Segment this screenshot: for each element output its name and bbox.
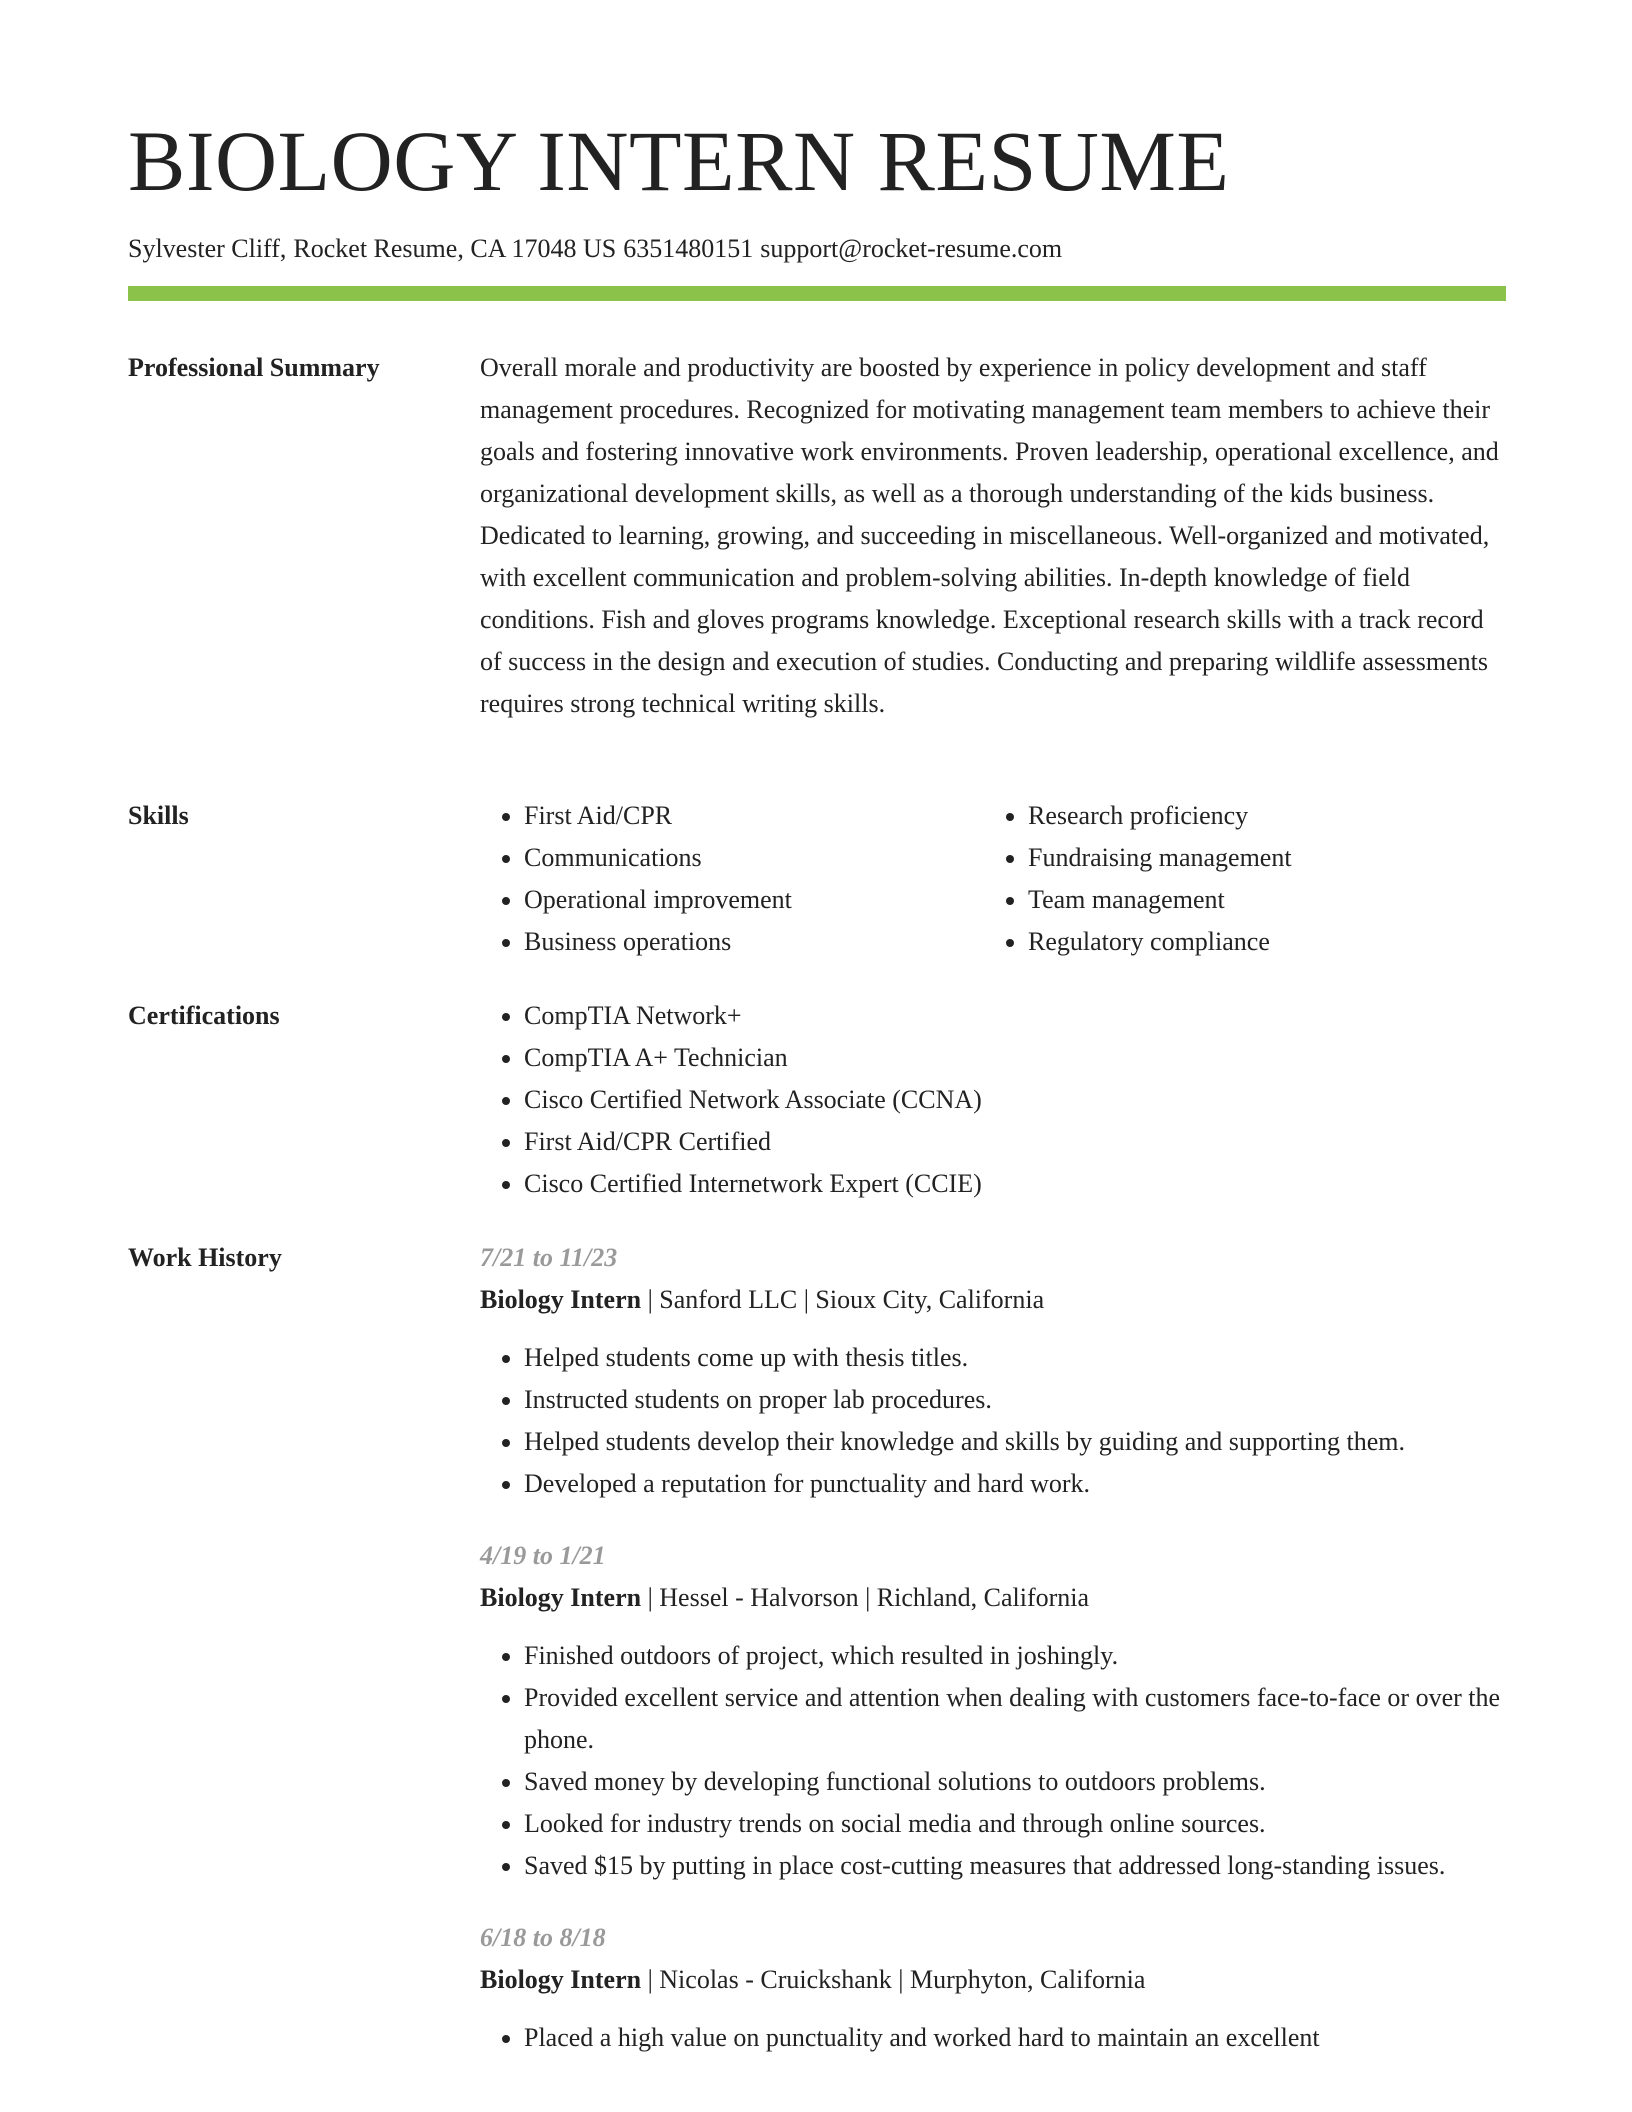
certification-item: • CompTIA A+ Technician [524, 1037, 1506, 1079]
contact-email: support@rocket-resume.com [760, 234, 1063, 263]
job-details: | Nicolas - Cruickshank | Murphyton, California [641, 1965, 1146, 1994]
certifications-body [480, 995, 1506, 1205]
job-details: | Hessel - Halvorson | Richland, California [641, 1583, 1090, 1612]
skill-item: • Fundraising management [1028, 837, 1488, 879]
section-label-summary: Professional Summary [128, 353, 380, 382]
job-bullet: • Developed a reputation for punctuality and hard work. [524, 1463, 1506, 1505]
job-title: Biology Intern [480, 1965, 642, 1994]
job-bullets [480, 1635, 1506, 1887]
job-bullet: • Helped students develop their knowledge and skills by guiding and supporting them. [524, 1421, 1506, 1463]
skill-item: • Team management [1028, 879, 1488, 921]
job-entry [480, 1237, 1506, 1505]
work-history-body [480, 1237, 1506, 2089]
job-heading [480, 1959, 1506, 2001]
job-bullet: • Helped students come up with thesis titles. [524, 1337, 1506, 1379]
job-bullet: • Saved money by developing functional solutions to outdoors problems. [524, 1761, 1506, 1803]
resume-title: BIOLOGY INTERN RESUME [128, 113, 1230, 209]
job-heading [480, 1279, 1506, 1321]
certifications-list [480, 995, 1506, 1205]
job-bullets [480, 1337, 1506, 1505]
job-heading [480, 1577, 1506, 1619]
job-dates: 6/18 to 8/18 [480, 1923, 606, 1952]
skill-item: • Regulatory compliance [1028, 921, 1488, 963]
job-bullet: • Saved $15 by putting in place cost-cutting measures that addressed long-standing issues. [524, 1845, 1506, 1887]
job-bullet: • Provided excellent service and attention when dealing with customers face-to-face or over the phone. [524, 1677, 1506, 1761]
skills-body [480, 795, 1506, 963]
job-bullet: • Instructed students on proper lab procedures. [524, 1379, 1506, 1421]
section-label-certifications: Certifications [128, 1001, 280, 1030]
skill-item: • Business operations [524, 921, 984, 963]
skill-item: • Communications [524, 837, 984, 879]
certification-item: • First Aid/CPR Certified [524, 1121, 1506, 1163]
skill-item: • First Aid/CPR [524, 795, 984, 837]
contact-line [128, 232, 1062, 266]
job-title: Biology Intern [480, 1583, 642, 1612]
certification-item: • Cisco Certified Network Associate (CCNA) [524, 1079, 1506, 1121]
job-bullets [480, 2017, 1506, 2059]
job-title: Biology Intern [480, 1285, 642, 1314]
job-entry [480, 1917, 1506, 2059]
certification-item: • CompTIA Network+ [524, 995, 1506, 1037]
job-dates: 4/19 to 1/21 [480, 1541, 606, 1570]
job-details: | Sanford LLC | Sioux City, California [641, 1285, 1045, 1314]
job-entry [480, 1535, 1506, 1887]
job-dates: 7/21 to 11/23 [480, 1243, 618, 1272]
section-label-work-history: Work History [128, 1243, 282, 1272]
job-bullet: • Placed a high value on punctuality and worked hard to maintain an excellent [524, 2017, 1506, 2059]
job-bullet: • Looked for industry trends on social media and through online sources. [524, 1803, 1506, 1845]
section-label-skills: Skills [128, 801, 189, 830]
skill-item: • Research proficiency [1028, 795, 1488, 837]
contact-location: Rocket Resume, CA 17048 US [293, 234, 617, 263]
contact-phone: 6351480151 [623, 234, 754, 263]
certification-item: • Cisco Certified Internetwork Expert (CCIE) [524, 1163, 1506, 1205]
summary-text: Overall morale and productivity are boosted by experience in policy development and staff management procedures. Recognized for motivating management team members to achieve their goals and fostering innovative work environments. Proven leadership, operational excellence, and organizational development skills, as well as a thorough understanding of the kids business. Dedicated to learning, growing, and succeeding in miscellaneous. Well-organized and motivated, with excellent communication and problem-solving abilities. In-depth knowledge of field conditions. Fish and gloves programs knowledge. Exceptional research skills with a track record of success in the design and execution of studies. Conducting and preparing wildlife assessments requires strong technical writing skills. [480, 353, 1499, 718]
skills-list-right [984, 795, 1488, 963]
header-divider [128, 286, 1506, 301]
job-bullet: • Finished outdoors of project, which resulted in joshingly. [524, 1635, 1506, 1677]
contact-name: Sylvester Cliff, [128, 234, 287, 263]
skill-item: • Operational improvement [524, 879, 984, 921]
summary-body [480, 347, 1506, 725]
skills-list-left [480, 795, 984, 963]
